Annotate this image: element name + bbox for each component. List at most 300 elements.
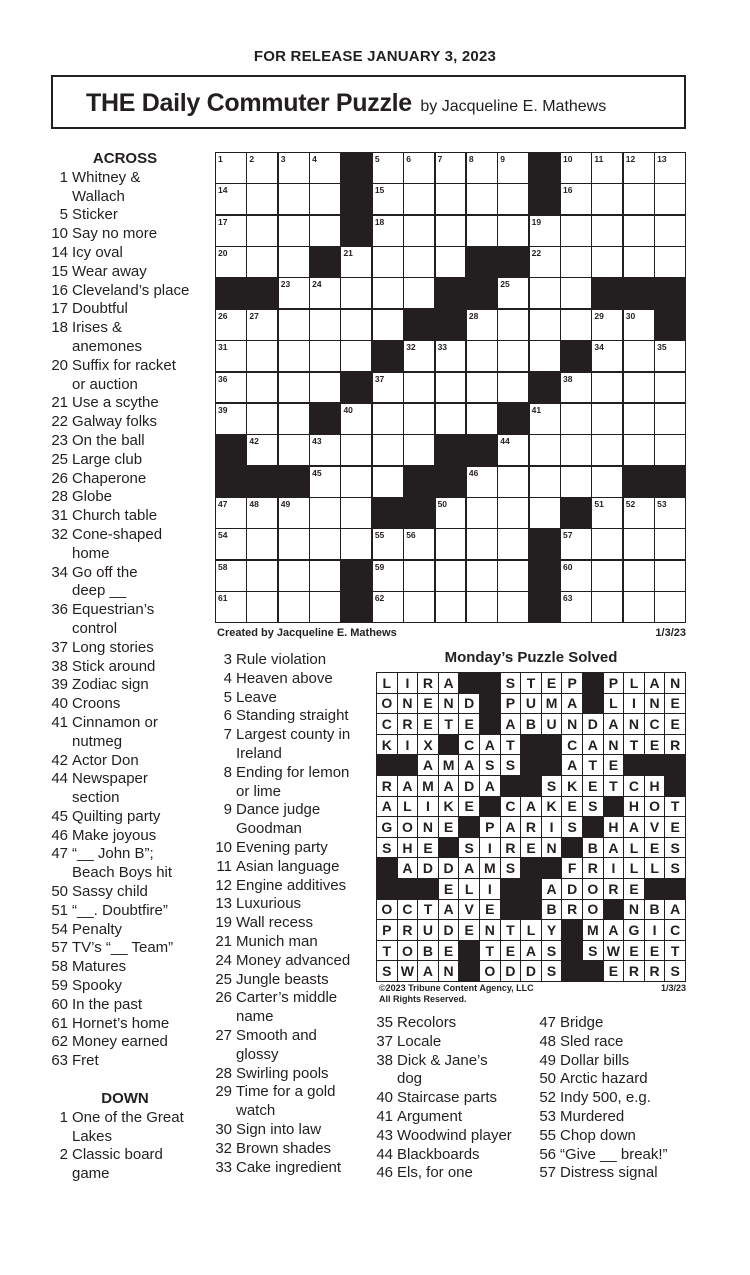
grid-cell[interactable] <box>467 216 497 246</box>
grid-cell[interactable] <box>310 341 340 371</box>
grid-cell[interactable] <box>655 184 685 214</box>
grid-cell[interactable] <box>467 153 497 183</box>
grid-cell[interactable] <box>216 341 246 371</box>
grid-cell[interactable] <box>655 498 685 528</box>
grid-cell[interactable] <box>436 529 466 559</box>
grid-cell[interactable] <box>498 467 528 497</box>
grid-cell[interactable] <box>561 467 591 497</box>
grid-cell[interactable] <box>436 153 466 183</box>
grid-cell[interactable] <box>624 216 654 246</box>
grid-cell[interactable] <box>216 247 246 277</box>
grid-cell[interactable] <box>592 373 622 403</box>
grid-cell[interactable] <box>467 561 497 591</box>
clue-item <box>204 933 374 952</box>
solved-letter: S <box>501 673 521 693</box>
grid-cell[interactable] <box>373 310 403 340</box>
grid-cell[interactable] <box>310 561 340 591</box>
grid-cell[interactable] <box>216 373 246 403</box>
grid-cell[interactable] <box>561 153 591 183</box>
grid-cell[interactable] <box>498 184 528 214</box>
grid-cell[interactable] <box>467 467 497 497</box>
grid-cell[interactable] <box>436 561 466 591</box>
grid-cell[interactable] <box>592 404 622 434</box>
grid-cell[interactable] <box>655 592 685 622</box>
grid-cell[interactable] <box>624 153 654 183</box>
clue-number: 10 <box>51 225 68 243</box>
clue-line: Woodwind player <box>397 1126 512 1144</box>
black-square <box>279 467 309 497</box>
grid-cell[interactable] <box>561 561 591 591</box>
clue-item <box>40 319 210 357</box>
clue-line: Money advanced <box>236 951 351 969</box>
solved-letter: W <box>604 941 624 961</box>
clue-line: Suffix for racket <box>72 356 176 374</box>
grid-cell[interactable] <box>561 184 591 214</box>
grid-cell[interactable] <box>373 592 403 622</box>
grid-cell[interactable] <box>561 216 591 246</box>
grid-cell[interactable] <box>247 373 277 403</box>
clue-item <box>40 1052 210 1071</box>
solved-letter: H <box>645 776 665 796</box>
clue-item <box>40 507 210 526</box>
clue-item <box>204 689 374 708</box>
clue-item <box>371 1052 536 1090</box>
grid-cell[interactable] <box>624 341 654 371</box>
clue-line: Sled race <box>560 1032 624 1050</box>
clue-line: “Give __ break!” <box>560 1145 668 1163</box>
black-square <box>373 498 403 528</box>
grid-cell[interactable] <box>279 435 309 465</box>
grid-cell[interactable] <box>592 184 622 214</box>
grid-cell[interactable] <box>279 592 309 622</box>
grid-cell[interactable] <box>247 592 277 622</box>
clue-number: 15 <box>51 262 68 280</box>
black-square <box>561 498 591 528</box>
clue-item <box>40 902 210 921</box>
grid-cell[interactable] <box>373 435 403 465</box>
solved-letter: S <box>480 755 500 775</box>
grid-cell[interactable] <box>279 341 309 371</box>
grid-cell[interactable] <box>373 247 403 277</box>
grid-cell[interactable] <box>592 341 622 371</box>
grid-cell[interactable] <box>655 247 685 277</box>
clue-line: Make joyous <box>72 826 157 844</box>
grid-cell[interactable] <box>530 341 560 371</box>
grid-cell[interactable] <box>247 153 277 183</box>
grid-cell[interactable] <box>592 153 622 183</box>
grid-cell[interactable] <box>655 373 685 403</box>
grid-cell[interactable] <box>373 529 403 559</box>
cell-number: 39 <box>218 404 228 415</box>
grid-cell[interactable] <box>624 247 654 277</box>
solved-letter: N <box>624 714 644 734</box>
grid-cell[interactable] <box>624 498 654 528</box>
grid-cell[interactable] <box>373 184 403 214</box>
clue-item <box>40 639 210 658</box>
black-square <box>530 561 560 591</box>
grid-cell[interactable] <box>592 247 622 277</box>
clue-item <box>40 996 210 1015</box>
grid-cell[interactable] <box>624 404 654 434</box>
grid-cell[interactable] <box>279 373 309 403</box>
clue-text <box>68 958 126 977</box>
grid-cell[interactable] <box>561 373 591 403</box>
clue-line: Money earned <box>72 1033 168 1051</box>
cell-number: 9 <box>500 154 506 164</box>
grid-cell[interactable] <box>436 592 466 622</box>
grid-cell[interactable] <box>592 435 622 465</box>
clue-line: game <box>72 1165 110 1183</box>
grid-cell[interactable] <box>279 216 309 246</box>
grid-cell[interactable] <box>498 310 528 340</box>
grid-cell[interactable] <box>624 184 654 214</box>
grid-cell[interactable] <box>561 247 591 277</box>
grid-cell[interactable] <box>624 373 654 403</box>
cell-number: 36 <box>218 373 228 384</box>
grid-cell[interactable] <box>310 216 340 246</box>
grid-cell[interactable] <box>436 184 466 214</box>
solved-letter: E <box>439 817 459 837</box>
grid-cell[interactable] <box>498 216 528 246</box>
grid-cell[interactable] <box>404 561 434 591</box>
clue-line: Luxurious <box>236 895 302 913</box>
cell-number: 6 <box>406 154 411 164</box>
grid-cell[interactable] <box>467 310 497 340</box>
grid-cell[interactable] <box>279 184 309 214</box>
grid-cell[interactable] <box>247 561 277 591</box>
grid-cell[interactable] <box>310 184 340 214</box>
grid-cell[interactable] <box>216 184 246 214</box>
clue-line: Zodiac sign <box>72 676 149 694</box>
clue-line: Cleveland’s place <box>72 281 190 299</box>
grid-cell[interactable] <box>436 247 466 277</box>
grid-cell[interactable] <box>624 592 654 622</box>
grid-cell[interactable] <box>279 247 309 277</box>
grid-cell[interactable] <box>624 561 654 591</box>
grid-cell[interactable] <box>498 592 528 622</box>
grid-cell[interactable] <box>655 153 685 183</box>
grid-cell[interactable] <box>216 561 246 591</box>
clue-number: 44 <box>376 1145 393 1163</box>
black-square <box>373 341 403 371</box>
solved-letter: Y <box>542 920 562 940</box>
grid-cell[interactable] <box>624 435 654 465</box>
grid-cell[interactable] <box>404 592 434 622</box>
grid-cell[interactable] <box>498 529 528 559</box>
grid-cell[interactable] <box>467 373 497 403</box>
grid-cell[interactable] <box>655 435 685 465</box>
grid-cell[interactable] <box>341 278 371 308</box>
cell-number: 5 <box>374 154 380 164</box>
grid-cell[interactable] <box>341 498 371 528</box>
grid-cell[interactable] <box>498 435 528 465</box>
black-square <box>418 879 438 899</box>
solved-letter: P <box>562 673 582 693</box>
grid-cell[interactable] <box>592 529 622 559</box>
grid-cell[interactable] <box>341 247 371 277</box>
grid-cell[interactable] <box>341 341 371 371</box>
clue-number: 11 <box>216 857 232 875</box>
grid-cell[interactable] <box>530 310 560 340</box>
grid-cell[interactable] <box>279 498 309 528</box>
clue-item <box>40 564 210 602</box>
solved-letter: T <box>501 920 521 940</box>
grid-cell[interactable] <box>310 153 340 183</box>
solved-letter: K <box>542 797 562 817</box>
grid-cell[interactable] <box>279 529 309 559</box>
copyright-line2: All Rights Reserved. <box>379 994 467 1004</box>
grid-cell[interactable] <box>655 216 685 246</box>
grid-cell[interactable] <box>310 467 340 497</box>
grid-cell[interactable] <box>498 341 528 371</box>
grid-cell[interactable] <box>498 498 528 528</box>
grid-cell[interactable] <box>247 310 277 340</box>
black-square <box>341 216 371 246</box>
grid-cell[interactable] <box>530 435 560 465</box>
grid-cell[interactable] <box>279 310 309 340</box>
solved-letter: S <box>501 858 521 878</box>
grid-cell[interactable] <box>341 529 371 559</box>
clue-item <box>40 676 210 695</box>
grid-cell[interactable] <box>216 216 246 246</box>
grid-cell[interactable] <box>624 310 654 340</box>
clue-text <box>393 1052 488 1090</box>
grid-cell[interactable] <box>530 247 560 277</box>
clue-item <box>371 1127 536 1146</box>
clue-number: 13 <box>215 895 232 913</box>
solved-letter: A <box>418 961 438 981</box>
grid-cell[interactable] <box>655 404 685 434</box>
clue-line: Wall recess <box>236 914 313 932</box>
grid-cell[interactable] <box>530 498 560 528</box>
solved-letter: L <box>377 673 397 693</box>
clue-number: 28 <box>215 1064 232 1082</box>
solved-letter: A <box>439 673 459 693</box>
grid-cell[interactable] <box>561 529 591 559</box>
clue-number: 42 <box>51 751 68 769</box>
grid-cell[interactable] <box>247 404 277 434</box>
grid-cell[interactable] <box>247 498 277 528</box>
clue-text <box>393 1108 462 1127</box>
clue-text <box>68 282 189 301</box>
grid-cell[interactable] <box>592 216 622 246</box>
grid-cell[interactable] <box>498 561 528 591</box>
solved-letter: D <box>418 858 438 878</box>
grid-cell[interactable] <box>530 216 560 246</box>
grid-cell[interactable] <box>498 278 528 308</box>
clue-item <box>535 1089 695 1108</box>
grid-cell[interactable] <box>279 278 309 308</box>
grid-cell[interactable] <box>404 216 434 246</box>
clue-text <box>68 1109 184 1147</box>
grid-cell[interactable] <box>436 404 466 434</box>
solved-letter: I <box>624 694 644 714</box>
clue-text <box>68 300 128 319</box>
clue-item <box>40 526 210 564</box>
grid-cell[interactable] <box>498 153 528 183</box>
grid-cell[interactable] <box>373 278 403 308</box>
grid-cell[interactable] <box>216 310 246 340</box>
grid-cell[interactable] <box>404 278 434 308</box>
grid-cell[interactable] <box>341 404 371 434</box>
cell-number: 47 <box>218 499 228 510</box>
grid-cell[interactable] <box>310 310 340 340</box>
clue-line: Lakes <box>72 1127 113 1145</box>
grid-cell[interactable] <box>373 467 403 497</box>
grid-cell[interactable] <box>404 529 434 559</box>
black-square <box>521 879 541 899</box>
grid-cell[interactable] <box>592 498 622 528</box>
black-square <box>562 838 582 858</box>
grid-cell[interactable] <box>561 435 591 465</box>
grid-cell[interactable] <box>373 216 403 246</box>
grid-cell[interactable] <box>373 153 403 183</box>
grid-cell[interactable] <box>561 310 591 340</box>
clue-item <box>40 470 210 489</box>
grid-cell[interactable] <box>436 341 466 371</box>
grid-cell[interactable] <box>216 592 246 622</box>
grid-cell[interactable] <box>467 529 497 559</box>
clue-line: Asian language <box>236 857 340 875</box>
grid-cell[interactable] <box>404 341 434 371</box>
grid-cell[interactable] <box>310 498 340 528</box>
grid-cell[interactable] <box>341 435 371 465</box>
grid-cell[interactable] <box>530 404 560 434</box>
grid-cell[interactable] <box>592 592 622 622</box>
grid-cell[interactable] <box>373 404 403 434</box>
grid-cell[interactable] <box>216 153 246 183</box>
grid-cell[interactable] <box>467 498 497 528</box>
grid-date: 1/3/23 <box>655 627 686 639</box>
clue-text <box>68 244 123 263</box>
grid-cell[interactable] <box>624 529 654 559</box>
grid-cell[interactable] <box>279 561 309 591</box>
grid-cell[interactable] <box>341 310 371 340</box>
clue-text <box>68 1146 163 1184</box>
grid-cell[interactable] <box>310 435 340 465</box>
grid-cell[interactable] <box>436 373 466 403</box>
clue-line: Icy oval <box>72 243 123 261</box>
grid-cell[interactable] <box>404 373 434 403</box>
solved-letter: E <box>439 941 459 961</box>
solved-letter: T <box>480 941 500 961</box>
clue-line: Actor Don <box>72 751 139 769</box>
black-square <box>521 858 541 878</box>
grid-cell[interactable] <box>467 404 497 434</box>
cell-number: 28 <box>468 310 479 321</box>
black-square <box>247 467 277 497</box>
grid-cell[interactable] <box>592 467 622 497</box>
black-square <box>542 858 562 878</box>
grid-cell[interactable] <box>216 498 246 528</box>
grid-cell[interactable] <box>216 529 246 559</box>
cell-number: 16 <box>563 185 573 196</box>
clue-line: Cake ingredient <box>236 1158 342 1176</box>
clue-number: 22 <box>51 413 68 431</box>
grid-cell[interactable] <box>310 278 340 308</box>
clue-line: Standing straight <box>236 707 349 725</box>
clue-line: Leave <box>236 688 277 706</box>
clue-number: 2 <box>59 1146 68 1164</box>
clue-number: 43 <box>376 1126 393 1144</box>
grid-cell[interactable] <box>436 216 466 246</box>
solved-letter: E <box>665 694 685 714</box>
grid-cell[interactable] <box>404 435 434 465</box>
grid-cell[interactable] <box>247 529 277 559</box>
clue-line: Indy 500, e.g. <box>560 1089 651 1107</box>
solved-letter: S <box>501 755 521 775</box>
grid-cell[interactable] <box>404 153 434 183</box>
grid-cell[interactable] <box>592 310 622 340</box>
clue-text <box>68 564 138 602</box>
grid-cell[interactable] <box>404 404 434 434</box>
grid-cell[interactable] <box>436 498 466 528</box>
black-square <box>530 153 560 183</box>
clue-text <box>232 707 349 726</box>
grid-cell[interactable] <box>247 184 277 214</box>
cell-number: 38 <box>563 373 573 384</box>
grid-cell[interactable] <box>592 561 622 591</box>
grid-cell[interactable] <box>530 467 560 497</box>
grid-cell[interactable] <box>341 467 371 497</box>
clue-item <box>40 1146 210 1184</box>
clue-line: Classic board <box>72 1146 163 1164</box>
grid-cell[interactable] <box>404 247 434 277</box>
grid-cell[interactable] <box>373 561 403 591</box>
grid-cell[interactable] <box>247 247 277 277</box>
clue-item <box>40 263 210 282</box>
grid-cell[interactable] <box>216 404 246 434</box>
solved-letter: M <box>583 920 603 940</box>
grid-cell[interactable] <box>561 592 591 622</box>
solved-letter: O <box>398 941 418 961</box>
cell-number: 57 <box>563 530 573 541</box>
grid-cell[interactable] <box>655 341 685 371</box>
clue-number: 25 <box>51 450 68 468</box>
grid-cell[interactable] <box>467 592 497 622</box>
grid-cell[interactable] <box>467 184 497 214</box>
grid-cell[interactable] <box>247 435 277 465</box>
grid-cell[interactable] <box>655 529 685 559</box>
grid-cell[interactable] <box>279 404 309 434</box>
grid-cell[interactable] <box>247 341 277 371</box>
clue-line: “__. Doubtfire” <box>72 901 168 919</box>
clue-number: 29 <box>215 1083 232 1101</box>
clue-text <box>232 989 337 1027</box>
crossword-grid <box>215 152 686 623</box>
grid-cell[interactable] <box>247 216 277 246</box>
grid-cell[interactable] <box>561 278 591 308</box>
grid-cell[interactable] <box>404 184 434 214</box>
grid-cell[interactable] <box>655 561 685 591</box>
grid-cell[interactable] <box>310 373 340 403</box>
grid-cell[interactable] <box>498 373 528 403</box>
grid-cell[interactable] <box>310 529 340 559</box>
clue-line: Munich man <box>236 932 318 950</box>
solved-letter: R <box>624 961 644 981</box>
solved-letter: A <box>480 776 500 796</box>
grid-cell[interactable] <box>373 373 403 403</box>
grid-cell[interactable] <box>279 153 309 183</box>
grid-cell[interactable] <box>561 404 591 434</box>
cell-number: 23 <box>280 279 291 290</box>
grid-cell[interactable] <box>467 341 497 371</box>
clue-number: 46 <box>51 826 68 844</box>
clue-text <box>232 1140 331 1159</box>
grid-cell[interactable] <box>310 592 340 622</box>
clue-line: Jungle beasts <box>236 970 329 988</box>
grid-cell[interactable] <box>530 278 560 308</box>
